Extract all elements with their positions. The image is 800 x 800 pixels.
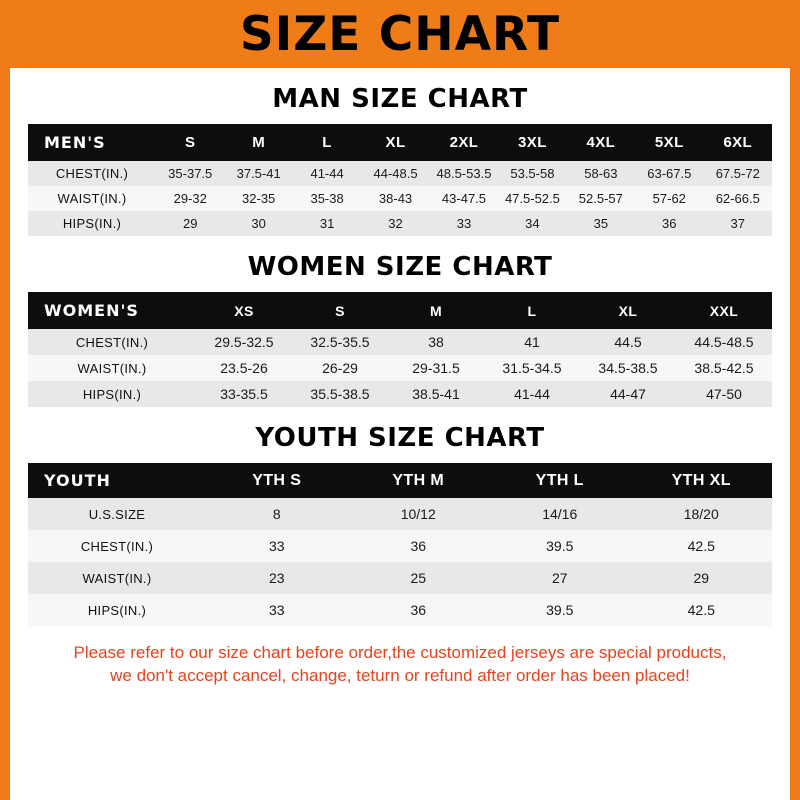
- table-row: [28, 329, 772, 355]
- row-label: CHEST(IN.): [75, 334, 149, 350]
- notice-line-1: Please refer to our size chart before order,the customized jerseys are special products,: [73, 643, 727, 662]
- column-header: YOUTH: [44, 471, 111, 490]
- table-cell: 38: [428, 334, 444, 350]
- table-row: [28, 355, 772, 381]
- table-cell: 48.5-53.5: [436, 166, 492, 181]
- table-cell: 14/16: [542, 506, 578, 522]
- row-label: WAIST(IN.): [82, 570, 152, 586]
- table-cell: 67.5-72: [715, 166, 760, 181]
- table-cell: 39.5: [546, 538, 574, 554]
- table-cell: 38.5-42.5: [694, 360, 754, 376]
- table-header-row: [28, 463, 772, 498]
- table-cell: 34: [525, 216, 540, 231]
- table-cell: 57-62: [652, 191, 686, 206]
- table-cell: 62-66.5: [715, 191, 760, 206]
- row-label: U.S.SIZE: [88, 506, 146, 522]
- table-cell: 32-35: [242, 191, 276, 206]
- table-cell: 32: [388, 216, 403, 231]
- table-cell: 32.5-35.5: [310, 334, 370, 350]
- row-label: CHEST(IN.): [55, 166, 129, 181]
- table-cell: 47.5-52.5: [504, 191, 560, 206]
- table-cell: 36: [410, 602, 427, 618]
- table-cell: 31.5-34.5: [502, 360, 562, 376]
- column-header: YTH L: [535, 471, 584, 489]
- table-cell: 36: [410, 538, 427, 554]
- notice-line-2: we don't accept cancel, change, teturn or refund after order has been placed!: [110, 665, 690, 685]
- table-cell: 44-47: [610, 386, 646, 402]
- column-header: 5XL: [654, 134, 684, 151]
- table-cell: 31: [319, 216, 335, 231]
- women-section-title: WOMEN SIZE CHART: [247, 252, 553, 282]
- table-cell: 58-63: [584, 166, 618, 181]
- column-header: XL: [385, 134, 406, 151]
- column-header: YTH S: [252, 471, 302, 489]
- table-cell: 18/20: [683, 506, 719, 522]
- row-label: HIPS(IN.): [87, 602, 147, 618]
- table-cell: 35.5-38.5: [310, 386, 370, 402]
- row-label: HIPS(IN.): [82, 386, 142, 402]
- table-cell: 29.5-32.5: [214, 334, 274, 350]
- table-row: [28, 594, 772, 626]
- table-cell: 25: [410, 570, 427, 586]
- column-header: MEN'S: [44, 133, 106, 152]
- table-cell: 29-31.5: [412, 360, 460, 376]
- column-header: 4XL: [586, 134, 616, 151]
- table-cell: 53.5-58: [510, 166, 555, 181]
- youth-size-table: [28, 463, 772, 626]
- table-row: [28, 161, 772, 186]
- table-cell: 41-44: [514, 386, 550, 402]
- table-cell: 27: [551, 570, 568, 586]
- table-cell: 26-29: [322, 360, 358, 376]
- table-row: [28, 381, 772, 407]
- table-cell: 29: [182, 216, 198, 231]
- youth-section-title: YOUTH SIZE CHART: [255, 423, 545, 453]
- column-header: 2XL: [449, 134, 479, 151]
- men-section-title: MAN SIZE CHART: [272, 84, 528, 114]
- table-cell: 29-32: [173, 191, 207, 206]
- table-cell: 52.5-57: [578, 191, 623, 206]
- table-cell: 44.5: [614, 334, 642, 350]
- table-cell: 29: [693, 570, 710, 586]
- table-cell: 23.5-26: [220, 360, 268, 376]
- row-label: HIPS(IN.): [62, 216, 122, 231]
- table-cell: 33: [268, 538, 285, 554]
- column-header: YTH M: [392, 471, 445, 489]
- table-row: [28, 498, 772, 530]
- women-size-table: [28, 292, 772, 407]
- column-header: XL: [618, 302, 638, 319]
- table-cell: 37.5-41: [236, 166, 281, 181]
- table-cell: 10/12: [400, 506, 436, 522]
- column-header: XXL: [709, 302, 739, 319]
- table-cell: 23: [268, 570, 285, 586]
- table-cell: 47-50: [706, 386, 742, 402]
- men-size-table: [28, 124, 772, 236]
- column-header: M: [252, 134, 266, 151]
- table-cell: 37: [730, 216, 745, 231]
- page-title: SIZE CHART: [239, 6, 561, 62]
- column-header: M: [429, 302, 443, 319]
- table-cell: 33: [456, 216, 472, 231]
- table-cell: 33: [268, 602, 285, 618]
- content: [10, 84, 790, 688]
- table-row: [28, 186, 772, 211]
- table-row: [28, 562, 772, 594]
- table-cell: 36: [662, 216, 677, 231]
- table-cell: 41-44: [310, 166, 344, 181]
- table-cell: 30: [251, 216, 266, 231]
- row-label: WAIST(IN.): [77, 360, 147, 376]
- table-cell: 38.5-41: [412, 386, 460, 402]
- column-header: XS: [234, 302, 254, 319]
- column-header: L: [322, 134, 332, 151]
- table-cell: 44.5-48.5: [694, 334, 754, 350]
- table-header-row: [28, 292, 772, 329]
- table-cell: 38-43: [378, 191, 413, 206]
- table-cell: 35-37.5: [168, 166, 213, 181]
- column-header: 6XL: [723, 134, 753, 151]
- row-label: WAIST(IN.): [57, 191, 127, 206]
- table-cell: 41: [524, 334, 540, 350]
- column-header: WOMEN'S: [44, 301, 139, 320]
- table-cell: 35: [593, 216, 609, 231]
- banner: [0, 0, 800, 68]
- column-header: S: [335, 302, 345, 319]
- table-cell: 33-35.5: [220, 386, 268, 402]
- table-row: [28, 530, 772, 562]
- table-cell: 34.5-38.5: [598, 360, 658, 376]
- column-header: 3XL: [518, 134, 547, 151]
- column-header: L: [527, 302, 537, 319]
- column-header: YTH XL: [671, 471, 731, 489]
- table-cell: 42.5: [687, 602, 715, 618]
- table-row: [28, 211, 772, 236]
- table-cell: 8: [272, 506, 281, 522]
- table-cell: 63-67.5: [647, 166, 692, 181]
- table-cell: 42.5: [687, 538, 715, 554]
- column-header: S: [185, 134, 196, 151]
- table-cell: 39.5: [546, 602, 574, 618]
- table-cell: 35-38: [310, 191, 344, 206]
- order-notice: [28, 642, 772, 688]
- row-label: CHEST(IN.): [80, 538, 154, 554]
- table-header-row: [28, 124, 772, 161]
- table-cell: 43-47.5: [441, 191, 487, 206]
- table-cell: 44-48.5: [373, 166, 418, 181]
